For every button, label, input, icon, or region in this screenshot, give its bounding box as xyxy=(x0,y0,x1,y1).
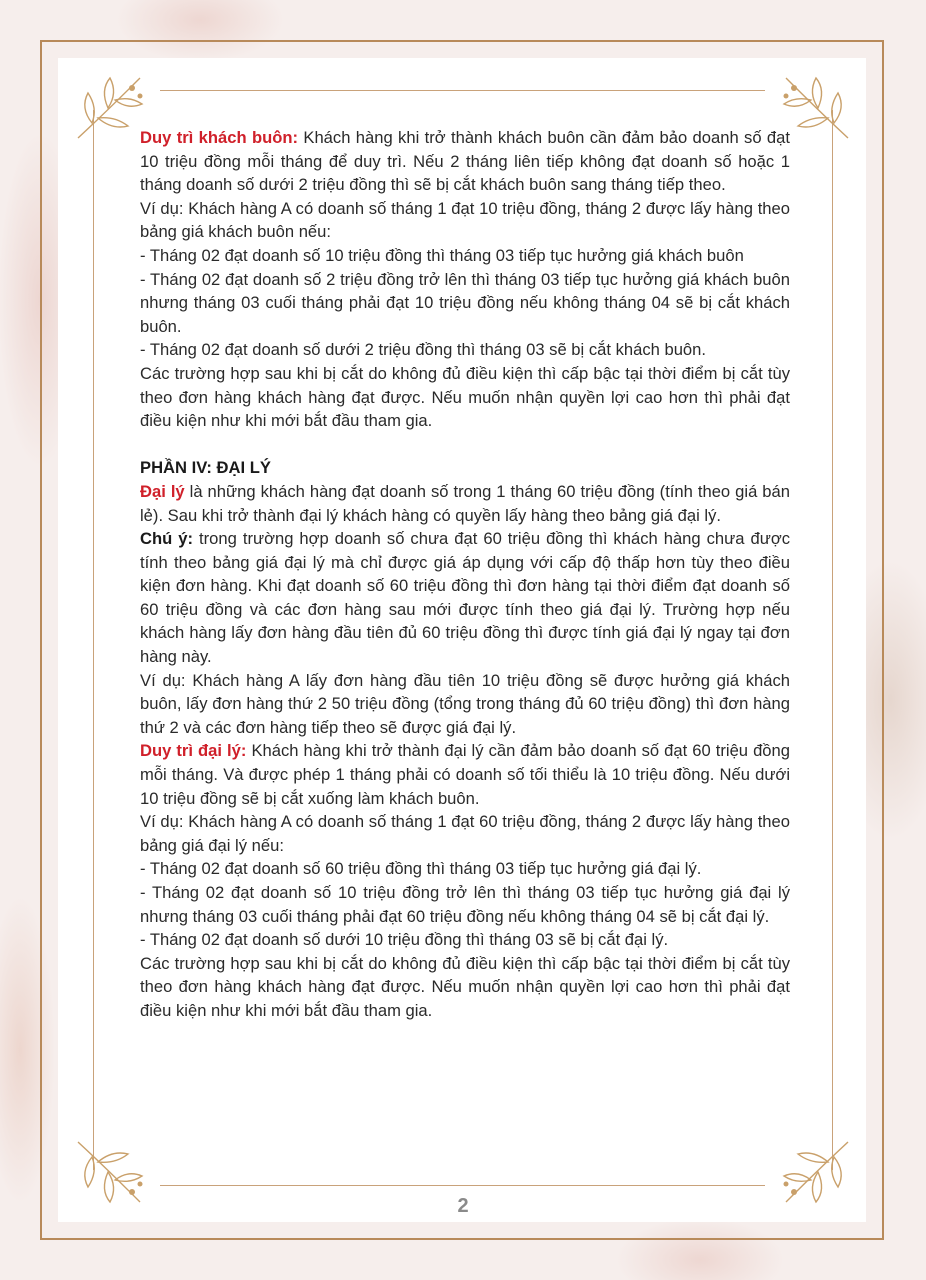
agent-closing: Các trường hợp sau khi bị cắt do không đủ điều kiện thì cấp bậc tại thời điểm bị cắt tùy theo đơn hàng khách hàng đạt được. Nếu muốn nhận quyền lợi cao hơn thì phải đạt điều kiện như khi mới bắt đầu tham gia. xyxy=(140,953,790,1020)
wholesale-example-item: - Tháng 02 đạt doanh số dưới 2 triệu đồng thì tháng 03 sẽ bị cắt khách buôn. xyxy=(140,340,706,360)
maintain-agent-label: Duy trì đại lý: xyxy=(140,741,247,761)
inner-line-right xyxy=(832,110,833,1170)
agent-definition-text: là những khách hàng đạt doanh số trong 1 tháng 60 triệu đồng (tính theo giá bán lẻ). Sau khi trở thành đại lý khách hàng có quyền lấy hàng theo bảng giá đại lý. xyxy=(140,481,790,525)
maintain-agent-text: Khách hàng khi trở thành đại lý cần đảm bảo doanh số đạt 60 triệu đồng mỗi tháng. Và được phép 1 tháng phải có doanh số tối thiểu là 10 triệu đồng. Nếu dưới 10 triệu đồng sẽ bị cắt xuống làm khách buôn. xyxy=(140,741,790,808)
agent-example2-item: - Tháng 02 đạt doanh số 60 triệu đồng thì tháng 03 tiếp tục hưởng giá đại lý. xyxy=(140,859,702,879)
wholesale-example-item: - Tháng 02 đạt doanh số 10 triệu đồng thì tháng 03 tiếp tục hưởng giá khách buôn xyxy=(140,245,744,265)
wholesale-example-item: - Tháng 02 đạt doanh số 2 triệu đồng trở lên thì tháng 03 tiếp tục hưởng giá khách buôn nhưng tháng 03 cuối tháng phải đạt 10 triệu đồng nếu không tháng 04 sẽ bị cắt khách buôn. xyxy=(140,269,790,336)
page-number: 2 xyxy=(457,1195,469,1217)
inner-line-top xyxy=(160,90,765,91)
wholesale-example-intro: Ví dụ: Khách hàng A có doanh số tháng 1 đạt 10 triệu đồng, tháng 2 được lấy hàng theo bảng giá khách buôn nếu: xyxy=(140,198,790,242)
agent-example2-item: - Tháng 02 đạt doanh số 10 triệu đồng trở lên thì tháng 03 tiếp tục hưởng giá đại lý nhưng tháng 03 cuối tháng phải đạt 60 triệu đồng nếu không tháng 04 sẽ bị cắt đại lý. xyxy=(140,883,790,926)
maintain-agent-paragraph xyxy=(140,739,790,810)
agent-note-paragraph xyxy=(140,527,790,669)
section-gap xyxy=(140,433,790,457)
agent-example2-intro: Ví dụ: Khách hàng A có doanh số tháng 1 đạt 60 triệu đồng, tháng 2 được lấy hàng theo bảng giá đại lý nếu: xyxy=(140,812,790,855)
maintain-wholesale-text: Khách hàng khi trở thành khách buôn cần đảm bảo doanh số đạt 10 triệu đồng mỗi tháng để duy trì. Nếu 2 tháng liên tiếp không đạt doanh số hoặc 1 tháng doanh số dưới 2 triệu đồng thì sẽ bị cắt khách buôn sang tháng tiếp theo. xyxy=(140,128,790,195)
inner-line-left xyxy=(93,110,94,1170)
maintain-wholesale-label: Duy trì khách buôn: xyxy=(140,128,299,147)
agent-note-text: trong trường hợp doanh số chưa đạt 60 triệu đồng thì khách hàng chưa được tính theo bảng giá đại lý mà chỉ được giá áp dụng với cấp độ thấp hơn tùy theo điều kiện đơn hàng. Khi đạt doanh số 60 triệu đồng thì đơn hàng tại thời điểm đạt doanh số 60 triệu đồng và các đơn hàng sau mới được tính theo giá đại lý. Trường hợp nếu khách hàng lấy đơn hàng đầu tiên đủ 60 triệu đồng thì được tính giá đại lý ngay tại đơn hàng này. xyxy=(140,529,791,667)
section-heading: PHẦN IV: ĐẠI LÝ xyxy=(140,458,271,478)
agent-example2-item: - Tháng 02 đạt doanh số dưới 10 triệu đồng thì tháng 03 sẽ bị cắt đại lý. xyxy=(140,930,669,950)
agent-example-paragraph: Ví dụ: Khách hàng A lấy đơn hàng đầu tiên 10 triệu đồng sẽ được hưởng giá khách buôn, lấy đơn hàng thứ 2 50 triệu đồng (tổng trong tháng đủ 60 triệu đồng) thì đơn hàng thứ 2 và các đơn hàng tiếp theo sẽ được giá đại lý. xyxy=(140,670,790,737)
agent-note-label: Chú ý: xyxy=(140,529,194,549)
inner-line-bottom xyxy=(160,1185,765,1186)
leaf-ornament-top-left-icon xyxy=(70,68,150,148)
agent-definition-label: Đại lý xyxy=(140,481,185,501)
maintain-wholesale-paragraph xyxy=(140,126,790,197)
agent-definition-paragraph xyxy=(140,480,790,527)
document-body xyxy=(140,126,790,1023)
wholesale-closing: Các trường hợp sau khi bị cắt do không đủ điều kiện thì cấp bậc tại thời điểm bị cắt tùy theo đơn hàng khách hàng đạt được. Nếu muốn nhận quyền lợi cao hơn thì phải đạt điều kiện như khi mới bắt đầu tham gia. xyxy=(140,363,790,431)
